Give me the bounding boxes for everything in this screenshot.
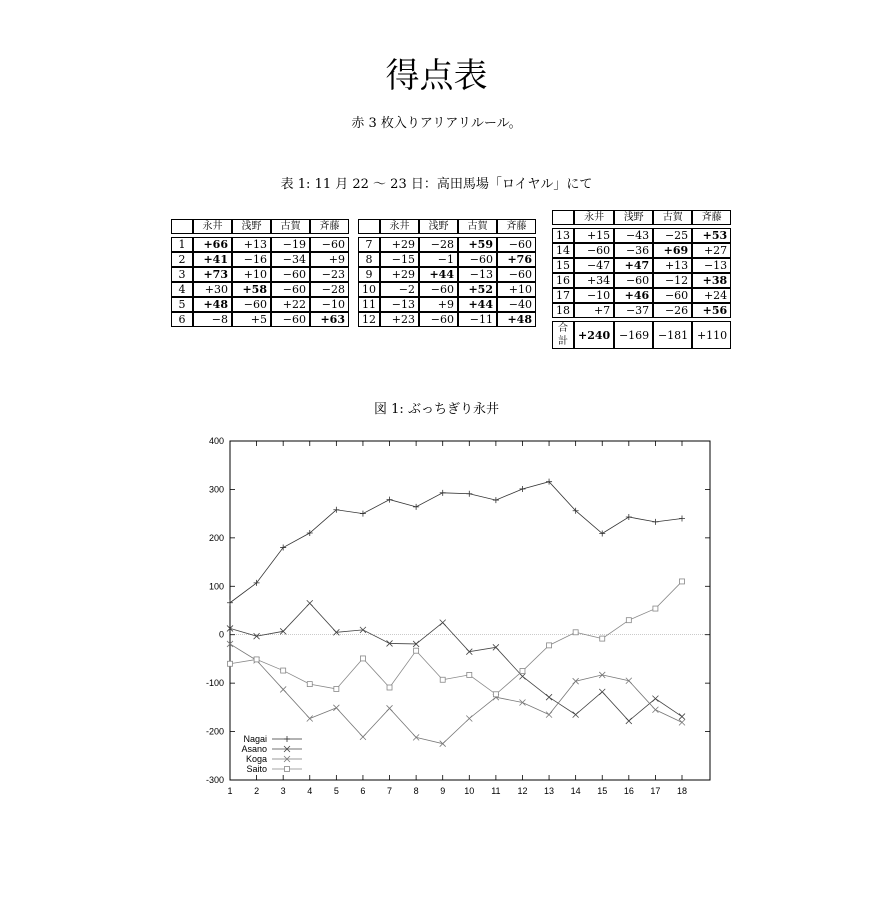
data-point-nagai xyxy=(440,490,446,496)
score-cell: +53 xyxy=(692,228,731,243)
x-tick-label: 18 xyxy=(676,786,688,796)
column-header: 永井 xyxy=(574,210,614,225)
score-cell: +66 xyxy=(193,237,232,252)
data-point-saito xyxy=(228,661,233,666)
table-row xyxy=(552,228,731,243)
data-point-koga xyxy=(360,734,366,740)
x-tick-label: 10 xyxy=(464,786,475,796)
data-point-koga xyxy=(626,678,632,684)
data-point-saito xyxy=(680,579,685,584)
round-number: 17 xyxy=(552,288,574,303)
data-point-koga xyxy=(573,678,579,684)
score-cell: −60 xyxy=(497,237,536,252)
x-tick-label: 14 xyxy=(570,786,581,796)
score-cell: +13 xyxy=(653,258,692,273)
score-cell: −60 xyxy=(232,297,271,312)
round-number: 11 xyxy=(358,297,380,312)
legend-marker-nagai xyxy=(284,736,290,742)
score-cell: +56 xyxy=(692,303,731,318)
data-point-nagai xyxy=(280,545,286,551)
score-cell: −60 xyxy=(271,282,310,297)
score-cell: −11 xyxy=(458,312,497,327)
score-line-chart xyxy=(196,428,716,803)
data-point-asano xyxy=(599,689,605,695)
x-tick-label: 9 xyxy=(440,786,446,796)
table-header-row xyxy=(552,210,731,225)
column-header: 古賀 xyxy=(653,210,692,225)
score-cell: −10 xyxy=(574,288,614,303)
y-tick-label: -100 xyxy=(205,678,224,689)
data-point-saito xyxy=(360,656,365,661)
score-cell: −60 xyxy=(271,312,310,327)
y-tick-label: -300 xyxy=(205,775,224,785)
column-header: 永井 xyxy=(380,219,419,234)
column-header: 古賀 xyxy=(271,219,310,234)
subtitle: 赤 3 枚入りアリアリルール。 xyxy=(351,116,522,131)
score-cell: +63 xyxy=(310,312,349,327)
score-cell: −60 xyxy=(497,267,536,282)
data-point-saito xyxy=(600,636,605,641)
data-point-saito xyxy=(573,630,578,635)
score-cell: −34 xyxy=(271,252,310,267)
table-row xyxy=(171,237,349,252)
score-table-2 xyxy=(358,219,536,327)
table-caption: 表 1: 11 月 22 〜 23 日：高田馬場「ロイヤル」にて xyxy=(280,177,593,192)
legend-marker-saito xyxy=(285,767,290,772)
table-row xyxy=(171,252,349,267)
round-number: 7 xyxy=(358,237,380,252)
table-row xyxy=(171,297,349,312)
data-point-nagai xyxy=(493,497,499,503)
data-point-nagai xyxy=(519,486,525,492)
round-number: 10 xyxy=(358,282,380,297)
data-point-asano xyxy=(573,712,579,718)
total-cell: +240 xyxy=(574,321,614,349)
x-tick-label: 15 xyxy=(597,786,608,796)
x-tick-label: 11 xyxy=(491,786,501,796)
x-tick-label: 5 xyxy=(333,786,339,796)
score-cell: −1 xyxy=(419,252,458,267)
score-cell: +9 xyxy=(310,252,349,267)
table-row xyxy=(552,303,731,318)
score-cell: −60 xyxy=(271,267,310,282)
data-point-koga xyxy=(679,719,685,725)
legend-label-asano: Asano xyxy=(241,744,267,754)
score-cell: +59 xyxy=(458,237,497,252)
score-cell: −15 xyxy=(380,252,419,267)
x-tick-label: 16 xyxy=(623,786,634,796)
x-tick-label: 7 xyxy=(387,786,393,796)
total-cell: −169 xyxy=(614,321,653,349)
table-row xyxy=(552,243,731,258)
y-tick-label: 100 xyxy=(208,581,224,592)
score-cell: +58 xyxy=(232,282,271,297)
series-line-nagai xyxy=(230,482,682,603)
score-cell: −10 xyxy=(310,297,349,312)
data-point-saito xyxy=(281,668,286,673)
data-point-asano xyxy=(440,620,446,626)
column-header: 斉藤 xyxy=(497,219,536,234)
data-point-nagai xyxy=(387,497,393,503)
score-cell: +69 xyxy=(653,243,692,258)
header-corner xyxy=(552,210,574,225)
score-cell: +46 xyxy=(614,288,653,303)
x-tick-label: 6 xyxy=(360,786,366,796)
score-table-1 xyxy=(171,219,349,327)
score-cell: +41 xyxy=(193,252,232,267)
round-number: 3 xyxy=(171,267,193,282)
round-number: 14 xyxy=(552,243,574,258)
round-number: 6 xyxy=(171,312,193,327)
score-cell: +76 xyxy=(497,252,536,267)
score-cell: +15 xyxy=(574,228,614,243)
table-row xyxy=(358,237,536,252)
data-point-nagai xyxy=(652,519,658,525)
score-cell: +22 xyxy=(271,297,310,312)
y-tick-label: 200 xyxy=(208,532,224,543)
score-cell: +38 xyxy=(692,273,731,288)
total-cell: +110 xyxy=(692,321,731,349)
y-tick-label: 400 xyxy=(208,436,224,446)
score-cell: −16 xyxy=(232,252,271,267)
series-line-koga xyxy=(230,644,682,744)
data-point-saito xyxy=(653,606,658,611)
score-cell: +73 xyxy=(193,267,232,282)
score-cell: +23 xyxy=(380,312,419,327)
header-corner xyxy=(171,219,193,234)
data-point-nagai xyxy=(413,504,419,510)
y-tick-label: -200 xyxy=(205,726,224,737)
score-cell: +7 xyxy=(574,303,614,318)
data-point-nagai xyxy=(227,600,233,606)
data-point-koga xyxy=(387,705,393,711)
score-cell: +29 xyxy=(380,267,419,282)
data-point-nagai xyxy=(360,511,366,517)
data-point-koga xyxy=(546,712,552,718)
score-cell: +10 xyxy=(232,267,271,282)
table-row xyxy=(358,282,536,297)
score-cell: −36 xyxy=(614,243,653,258)
round-number: 5 xyxy=(171,297,193,312)
column-header: 古賀 xyxy=(458,219,497,234)
score-cell: −37 xyxy=(614,303,653,318)
column-header: 永井 xyxy=(193,219,232,234)
round-number: 12 xyxy=(358,312,380,327)
score-cell: +52 xyxy=(458,282,497,297)
table-row xyxy=(358,267,536,282)
score-cell: −19 xyxy=(271,237,310,252)
x-tick-label: 17 xyxy=(650,786,661,796)
score-cell: −12 xyxy=(653,273,692,288)
score-cell: +9 xyxy=(419,297,458,312)
score-cell: +44 xyxy=(419,267,458,282)
score-cell: −47 xyxy=(574,258,614,273)
round-number: 18 xyxy=(552,303,574,318)
data-point-koga xyxy=(599,672,605,678)
table-row xyxy=(358,312,536,327)
round-number: 8 xyxy=(358,252,380,267)
x-tick-label: 4 xyxy=(307,786,313,796)
score-cell: −13 xyxy=(458,267,497,282)
table-row xyxy=(552,288,731,303)
data-point-saito xyxy=(440,677,445,682)
data-point-koga xyxy=(413,734,419,740)
data-point-saito xyxy=(254,657,259,662)
score-cell: −13 xyxy=(380,297,419,312)
data-point-koga xyxy=(466,715,472,721)
data-point-asano xyxy=(519,673,525,679)
round-number: 1 xyxy=(171,237,193,252)
score-cell: −23 xyxy=(310,267,349,282)
score-cell: −60 xyxy=(653,288,692,303)
data-point-nagai xyxy=(466,491,472,497)
round-number: 2 xyxy=(171,252,193,267)
score-cell: −60 xyxy=(614,273,653,288)
score-cell: +47 xyxy=(614,258,653,273)
score-cell: +24 xyxy=(692,288,731,303)
x-tick-label: 12 xyxy=(517,786,528,796)
y-tick-label: 300 xyxy=(208,484,224,495)
table-header-row xyxy=(358,219,536,234)
score-cell: +27 xyxy=(692,243,731,258)
score-cell: −43 xyxy=(614,228,653,243)
data-point-saito xyxy=(307,682,312,687)
table-row xyxy=(552,258,731,273)
x-tick-label: 13 xyxy=(544,786,555,796)
score-cell: +13 xyxy=(232,237,271,252)
page-title: 得点表 xyxy=(385,56,488,96)
score-cell: −25 xyxy=(653,228,692,243)
score-cell: −60 xyxy=(458,252,497,267)
total-row xyxy=(552,321,731,349)
data-point-koga xyxy=(440,741,446,747)
score-cell: −2 xyxy=(380,282,419,297)
score-cell: +10 xyxy=(497,282,536,297)
data-point-asano xyxy=(626,718,632,724)
score-cell: −26 xyxy=(653,303,692,318)
data-point-saito xyxy=(334,686,339,691)
score-cell: +34 xyxy=(574,273,614,288)
data-point-nagai xyxy=(254,580,260,586)
data-point-koga xyxy=(307,715,313,721)
data-point-saito xyxy=(547,643,552,648)
table-row xyxy=(552,273,731,288)
round-number: 15 xyxy=(552,258,574,273)
data-point-asano xyxy=(307,600,313,606)
data-point-asano xyxy=(679,714,685,720)
score-cell: −28 xyxy=(310,282,349,297)
data-point-nagai xyxy=(679,515,685,521)
legend-label-nagai: Nagai xyxy=(243,734,267,744)
score-cell: −60 xyxy=(419,312,458,327)
data-point-asano xyxy=(546,694,552,700)
score-cell: +29 xyxy=(380,237,419,252)
total-label: 合計 xyxy=(552,321,574,349)
data-point-koga xyxy=(652,707,658,713)
round-number: 4 xyxy=(171,282,193,297)
data-point-saito xyxy=(493,692,498,697)
table-row xyxy=(358,252,536,267)
score-cell: −60 xyxy=(574,243,614,258)
data-point-saito xyxy=(387,685,392,690)
data-point-saito xyxy=(414,648,419,653)
plot-frame xyxy=(230,441,710,780)
score-cell: −60 xyxy=(419,282,458,297)
data-point-nagai xyxy=(626,514,632,520)
score-cell: +44 xyxy=(458,297,497,312)
table-row xyxy=(171,267,349,282)
data-point-saito xyxy=(467,672,472,677)
score-cell: +5 xyxy=(232,312,271,327)
table-row xyxy=(171,282,349,297)
legend-label-saito: Saito xyxy=(246,764,267,774)
column-header: 斉藤 xyxy=(310,219,349,234)
header-corner xyxy=(358,219,380,234)
score-cell: +48 xyxy=(497,312,536,327)
score-cell: −13 xyxy=(692,258,731,273)
y-tick-label: 0 xyxy=(218,629,224,640)
score-cell: +30 xyxy=(193,282,232,297)
round-number: 13 xyxy=(552,228,574,243)
score-cell: −28 xyxy=(419,237,458,252)
total-cell: −181 xyxy=(653,321,692,349)
x-tick-label: 1 xyxy=(227,786,233,796)
table-row xyxy=(358,297,536,312)
figure-caption: 図 1: ぶっちぎり永井 xyxy=(374,402,499,417)
table-row xyxy=(171,312,349,327)
score-cell: +48 xyxy=(193,297,232,312)
column-header: 浅野 xyxy=(232,219,271,234)
legend-label-koga: Koga xyxy=(245,754,267,764)
column-header: 斉藤 xyxy=(692,210,731,225)
data-point-koga xyxy=(280,686,286,692)
series-line-asano xyxy=(230,603,682,721)
x-tick-label: 3 xyxy=(280,786,286,796)
score-cell: −60 xyxy=(310,237,349,252)
x-tick-label: 2 xyxy=(254,786,260,796)
round-number: 16 xyxy=(552,273,574,288)
column-header: 浅野 xyxy=(614,210,653,225)
data-point-koga xyxy=(519,700,525,706)
data-point-saito xyxy=(626,618,631,623)
table-header-row xyxy=(171,219,349,234)
score-cell: −8 xyxy=(193,312,232,327)
score-cell: −40 xyxy=(497,297,536,312)
data-point-asano xyxy=(652,696,658,702)
round-number: 9 xyxy=(358,267,380,282)
data-point-saito xyxy=(520,669,525,674)
data-point-koga xyxy=(333,705,339,711)
column-header: 浅野 xyxy=(419,219,458,234)
score-table-3 xyxy=(552,210,731,349)
x-tick-label: 8 xyxy=(413,786,419,796)
